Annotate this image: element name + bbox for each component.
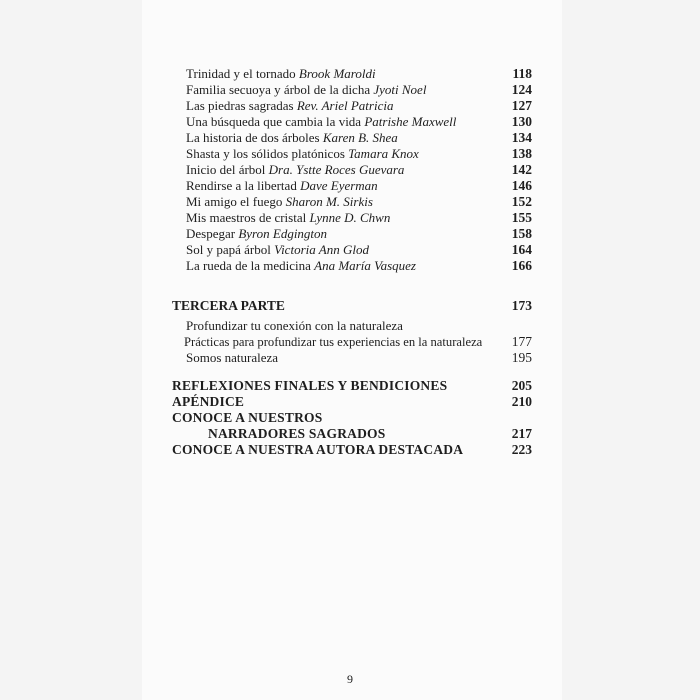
entry-author: Tamara Knox [348,146,419,161]
entry-page: 158 [511,226,532,241]
entry-title: Trinidad y el tornado [186,66,296,81]
toc-entry [186,210,530,226]
entry-title: Mi amigo el fuego [186,194,283,209]
entry-author: Rev. Ariel Patricia [296,98,394,113]
entry-author: Ana María Vasquez [314,258,416,273]
entry-page: 134 [511,130,532,145]
toc-entry [186,82,530,98]
toc-entry [186,258,530,274]
entry-author: Brook Maroldi [298,66,376,81]
entry-page: 124 [511,82,532,97]
entry-author: Sharon M. Sirkis [285,194,373,209]
entry-page: 146 [511,178,532,193]
entry-page: 138 [511,146,532,161]
closing-page: 210 [511,394,532,409]
entry-page: 166 [511,258,532,273]
closing-page: 217 [511,426,532,441]
closing-heading: APÉNDICE [172,394,245,409]
section-item: Somos naturaleza [186,350,279,365]
section-item: Prácticas para profundizar tus experiencias en la naturaleza [184,335,483,349]
entry-title: Shasta y los sólidos platónicos [186,146,345,161]
entry-author: Dave Eyerman [300,178,378,193]
closing-heading: CONOCE A NUESTRA AUTORA DESTACADA [172,442,464,457]
entry-title: Mis maestros de cristal [186,210,307,225]
entry-author: Jyoti Noel [373,82,427,97]
toc-entry [186,130,530,146]
toc-entry [186,226,530,242]
entry-title: Familia secuoya y árbol de la dicha [186,82,371,97]
entry-title: Despegar [186,226,236,241]
entry-page: 127 [511,98,532,113]
entry-title: Rendirse a la libertad [186,178,297,193]
entry-author: Patrishe Maxwell [364,114,457,129]
toc-entry [186,66,530,82]
entry-title: Sol y papá árbol [186,242,271,257]
entry-page: 118 [512,66,532,81]
toc-entry [186,114,530,130]
closing-page: 223 [511,442,532,457]
entry-title: La historia de dos árboles [186,130,320,145]
closing-heading: CONOCE A NUESTROS [172,410,323,425]
toc-entry [186,242,530,258]
entry-author: Karen B. Shea [322,130,398,145]
entry-page: 155 [511,210,532,225]
section-item: Profundizar tu conexión con la naturaleza [186,318,403,333]
entry-title: La rueda de la medicina [186,258,311,273]
section-heading: TERCERA PARTE [172,298,285,313]
entry-title: Una búsqueda que cambia la vida [186,114,362,129]
entry-title: Las piedras sagradas [186,98,294,113]
entry-author: Byron Edgington [238,226,328,241]
closing-heading-continued: NARRADORES SAGRADOS [208,426,386,441]
toc-entry [186,162,530,178]
toc-entry [186,146,530,162]
section-item-page: 177 [511,334,532,349]
entry-page: 164 [511,242,532,257]
entry-author: Victoria Ann Glod [274,242,369,257]
section-item-page: 195 [511,350,532,365]
toc-entry [186,178,530,194]
closing-page: 205 [511,378,532,393]
entry-author: Lynne D. Chwn [309,210,391,225]
entry-title: Inicio del árbol [186,162,266,177]
section-page: 173 [511,298,532,313]
entry-page: 142 [511,162,532,177]
toc-entry [186,98,530,114]
closing-heading: REFLEXIONES FINALES Y BENDICIONES [172,378,448,393]
toc-entry [186,194,530,210]
entry-page: 130 [511,114,532,129]
entry-author: Dra. Ystte Roces Guevara [268,162,405,177]
entry-page: 152 [511,194,532,209]
page-number: 9 [347,672,353,686]
